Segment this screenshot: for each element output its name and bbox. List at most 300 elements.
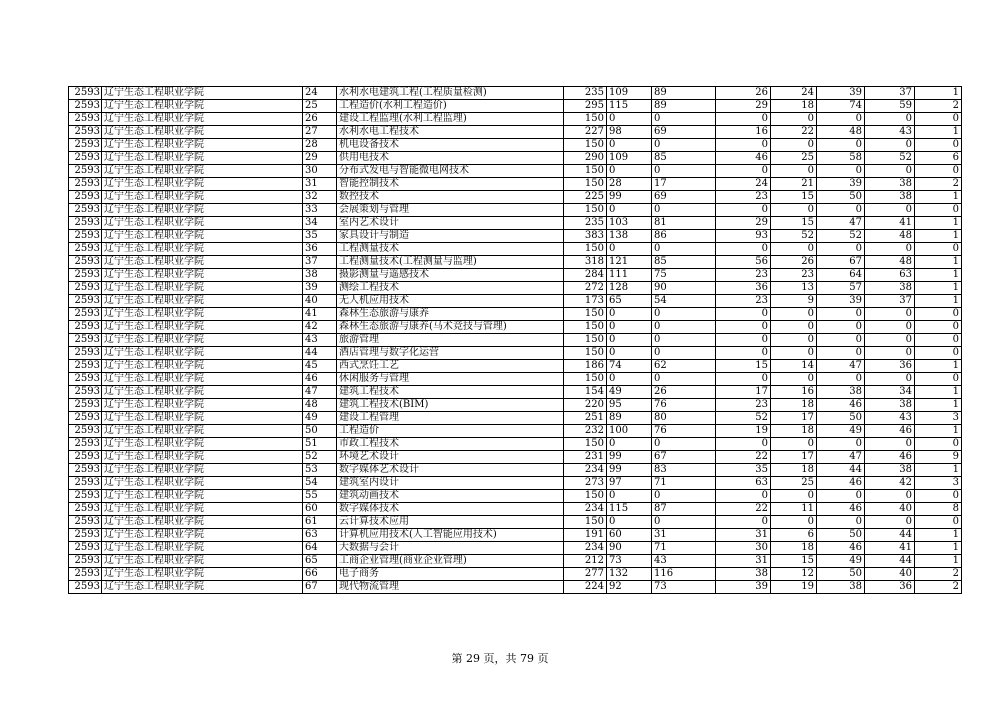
plan-count-cell: 212 <box>564 555 607 568</box>
major-code-cell: 52 <box>303 451 337 464</box>
value-cell: 8 <box>915 503 962 516</box>
value-cell: 0 <box>652 308 716 321</box>
plan-count-cell: 383 <box>564 230 607 243</box>
school-code-cell: 2593 <box>69 295 102 308</box>
school-name-cell: 辽宁生态工程职业学院 <box>102 477 303 490</box>
plan-count-cell: 227 <box>564 126 607 139</box>
school-code-cell: 2593 <box>69 360 102 373</box>
data-table <box>68 86 962 594</box>
major-name-cell: 工程测量技术(工程测量与监理) <box>337 256 564 269</box>
value-cell: 0 <box>915 373 962 386</box>
school-code-cell: 2593 <box>69 217 102 230</box>
value-cell: 0 <box>771 165 817 178</box>
value-cell: 42 <box>865 477 915 490</box>
table-row <box>69 451 962 464</box>
table-row <box>69 191 962 204</box>
value-cell: 0 <box>771 490 817 503</box>
value-cell: 24 <box>716 178 771 191</box>
table-row <box>69 399 962 412</box>
value-cell: 0 <box>607 113 652 126</box>
school-name-cell: 辽宁生态工程职业学院 <box>102 490 303 503</box>
value-cell: 39 <box>817 87 865 100</box>
value-cell: 100 <box>607 425 652 438</box>
school-code-cell: 2593 <box>69 412 102 425</box>
school-name-cell: 辽宁生态工程职业学院 <box>102 269 303 282</box>
value-cell: 1 <box>915 529 962 542</box>
value-cell: 0 <box>817 334 865 347</box>
table-row <box>69 295 962 308</box>
school-name-cell: 辽宁生态工程职业学院 <box>102 412 303 425</box>
major-name-cell: 测绘工程技术 <box>337 282 564 295</box>
school-code-cell: 2593 <box>69 555 102 568</box>
school-code-cell: 2593 <box>69 529 102 542</box>
value-cell: 21 <box>771 178 817 191</box>
table-row <box>69 425 962 438</box>
plan-count-cell: 186 <box>564 360 607 373</box>
value-cell: 47 <box>817 360 865 373</box>
major-name-cell: 水利水电建筑工程(工程质量检测) <box>337 87 564 100</box>
major-name-cell: 西式烹饪工艺 <box>337 360 564 373</box>
major-name-cell: 建设工程管理 <box>337 412 564 425</box>
value-cell: 52 <box>771 230 817 243</box>
table-row <box>69 321 962 334</box>
value-cell: 1 <box>915 399 962 412</box>
major-name-cell: 数字媒体艺术设计 <box>337 464 564 477</box>
plan-count-cell: 318 <box>564 256 607 269</box>
plan-count-cell: 150 <box>564 165 607 178</box>
value-cell: 48 <box>817 126 865 139</box>
plan-count-cell: 150 <box>564 308 607 321</box>
value-cell: 18 <box>771 425 817 438</box>
school-name-cell: 辽宁生态工程职业学院 <box>102 438 303 451</box>
plan-count-cell: 173 <box>564 295 607 308</box>
plan-count-cell: 150 <box>564 139 607 152</box>
table-row <box>69 139 962 152</box>
school-code-cell: 2593 <box>69 347 102 360</box>
school-name-cell: 辽宁生态工程职业学院 <box>102 360 303 373</box>
value-cell: 37 <box>865 295 915 308</box>
value-cell: 0 <box>607 438 652 451</box>
value-cell: 103 <box>607 217 652 230</box>
major-name-cell: 水利水电工程技术 <box>337 126 564 139</box>
value-cell: 48 <box>865 230 915 243</box>
school-name-cell: 辽宁生态工程职业学院 <box>102 100 303 113</box>
value-cell: 0 <box>817 347 865 360</box>
value-cell: 44 <box>865 555 915 568</box>
major-name-cell: 家具设计与制造 <box>337 230 564 243</box>
value-cell: 0 <box>817 204 865 217</box>
value-cell: 76 <box>652 425 716 438</box>
value-cell: 0 <box>817 321 865 334</box>
value-cell: 90 <box>607 542 652 555</box>
school-code-cell: 2593 <box>69 100 102 113</box>
school-name-cell: 辽宁生态工程职业学院 <box>102 516 303 529</box>
value-cell: 0 <box>652 438 716 451</box>
school-name-cell: 辽宁生态工程职业学院 <box>102 295 303 308</box>
major-name-cell: 建筑室内设计 <box>337 477 564 490</box>
school-code-cell: 2593 <box>69 139 102 152</box>
value-cell: 0 <box>817 113 865 126</box>
school-name-cell: 辽宁生态工程职业学院 <box>102 282 303 295</box>
plan-count-cell: 251 <box>564 412 607 425</box>
value-cell: 0 <box>652 204 716 217</box>
value-cell: 0 <box>607 139 652 152</box>
major-code-cell: 38 <box>303 269 337 282</box>
value-cell: 69 <box>652 126 716 139</box>
table-row <box>69 126 962 139</box>
school-name-cell: 辽宁生态工程职业学院 <box>102 581 303 594</box>
major-code-cell: 46 <box>303 373 337 386</box>
school-name-cell: 辽宁生态工程职业学院 <box>102 243 303 256</box>
value-cell: 59 <box>865 100 915 113</box>
value-cell: 38 <box>817 386 865 399</box>
major-name-cell: 会展策划与管理 <box>337 204 564 217</box>
value-cell: 36 <box>865 581 915 594</box>
value-cell: 38 <box>865 191 915 204</box>
value-cell: 71 <box>652 542 716 555</box>
major-name-cell: 工商企业管理(商业企业管理) <box>337 555 564 568</box>
table-row <box>69 113 962 126</box>
value-cell: 0 <box>865 308 915 321</box>
value-cell: 22 <box>716 503 771 516</box>
major-name-cell: 分布式发电与智能微电网技术 <box>337 165 564 178</box>
value-cell: 89 <box>652 87 716 100</box>
value-cell: 1 <box>915 230 962 243</box>
value-cell: 26 <box>771 256 817 269</box>
table-row <box>69 87 962 100</box>
plan-count-cell: 150 <box>564 204 607 217</box>
school-name-cell: 辽宁生态工程职业学院 <box>102 334 303 347</box>
major-code-cell: 37 <box>303 256 337 269</box>
school-code-cell: 2593 <box>69 490 102 503</box>
value-cell: 6 <box>915 152 962 165</box>
major-name-cell: 大数据与会计 <box>337 542 564 555</box>
value-cell: 46 <box>865 451 915 464</box>
value-cell: 81 <box>652 217 716 230</box>
school-code-cell: 2593 <box>69 269 102 282</box>
major-name-cell: 无人机应用技术 <box>337 295 564 308</box>
value-cell: 89 <box>652 100 716 113</box>
plan-count-cell: 235 <box>564 87 607 100</box>
value-cell: 0 <box>817 139 865 152</box>
major-name-cell: 森林生态旅游与康养 <box>337 308 564 321</box>
school-code-cell: 2593 <box>69 230 102 243</box>
value-cell: 17 <box>652 178 716 191</box>
major-code-cell: 61 <box>303 516 337 529</box>
value-cell: 99 <box>607 191 652 204</box>
plan-count-cell: 232 <box>564 425 607 438</box>
major-code-cell: 39 <box>303 282 337 295</box>
table-row <box>69 269 962 282</box>
major-name-cell: 森林生态旅游与康养(马术竞技与管理) <box>337 321 564 334</box>
value-cell: 56 <box>716 256 771 269</box>
value-cell: 2 <box>915 178 962 191</box>
value-cell: 17 <box>771 412 817 425</box>
plan-count-cell: 154 <box>564 386 607 399</box>
value-cell: 115 <box>607 503 652 516</box>
plan-count-cell: 290 <box>564 152 607 165</box>
value-cell: 57 <box>817 282 865 295</box>
value-cell: 92 <box>607 581 652 594</box>
value-cell: 50 <box>817 412 865 425</box>
value-cell: 0 <box>652 516 716 529</box>
value-cell: 19 <box>716 425 771 438</box>
school-name-cell: 辽宁生态工程职业学院 <box>102 256 303 269</box>
school-name-cell: 辽宁生态工程职业学院 <box>102 230 303 243</box>
major-code-cell: 41 <box>303 308 337 321</box>
value-cell: 132 <box>607 568 652 581</box>
value-cell: 49 <box>607 386 652 399</box>
major-code-cell: 40 <box>303 295 337 308</box>
school-name-cell: 辽宁生态工程职业学院 <box>102 139 303 152</box>
value-cell: 28 <box>607 178 652 191</box>
major-name-cell: 摄影测量与遥感技术 <box>337 269 564 282</box>
value-cell: 48 <box>865 256 915 269</box>
school-code-cell: 2593 <box>69 165 102 178</box>
value-cell: 0 <box>607 321 652 334</box>
plan-count-cell: 150 <box>564 516 607 529</box>
plan-count-cell: 150 <box>564 321 607 334</box>
school-name-cell: 辽宁生态工程职业学院 <box>102 152 303 165</box>
major-code-cell: 34 <box>303 217 337 230</box>
school-code-cell: 2593 <box>69 568 102 581</box>
value-cell: 1 <box>915 191 962 204</box>
value-cell: 109 <box>607 152 652 165</box>
value-cell: 0 <box>915 243 962 256</box>
value-cell: 41 <box>865 217 915 230</box>
value-cell: 44 <box>817 464 865 477</box>
value-cell: 47 <box>817 217 865 230</box>
major-code-cell: 55 <box>303 490 337 503</box>
value-cell: 3 <box>915 477 962 490</box>
school-name-cell: 辽宁生态工程职业学院 <box>102 425 303 438</box>
value-cell: 31 <box>716 555 771 568</box>
major-name-cell: 建筑动画技术 <box>337 490 564 503</box>
page-footer: 第 29 页，共 79 页 <box>451 652 549 665</box>
value-cell: 62 <box>652 360 716 373</box>
value-cell: 97 <box>607 477 652 490</box>
value-cell: 40 <box>865 568 915 581</box>
value-cell: 0 <box>652 490 716 503</box>
value-cell: 52 <box>865 152 915 165</box>
plan-count-cell: 235 <box>564 217 607 230</box>
table-row <box>69 516 962 529</box>
value-cell: 111 <box>607 269 652 282</box>
value-cell: 46 <box>817 399 865 412</box>
value-cell: 38 <box>865 464 915 477</box>
value-cell: 74 <box>817 100 865 113</box>
major-code-cell: 30 <box>303 165 337 178</box>
value-cell: 71 <box>652 477 716 490</box>
value-cell: 76 <box>652 399 716 412</box>
major-code-cell: 33 <box>303 204 337 217</box>
value-cell: 26 <box>652 386 716 399</box>
value-cell: 29 <box>716 100 771 113</box>
value-cell: 1 <box>915 360 962 373</box>
school-name-cell: 辽宁生态工程职业学院 <box>102 204 303 217</box>
major-name-cell: 室内艺术设计 <box>337 217 564 230</box>
table-row <box>69 165 962 178</box>
table-row <box>69 464 962 477</box>
value-cell: 0 <box>607 308 652 321</box>
school-code-cell: 2593 <box>69 386 102 399</box>
value-cell: 109 <box>607 87 652 100</box>
value-cell: 95 <box>607 399 652 412</box>
school-code-cell: 2593 <box>69 243 102 256</box>
value-cell: 0 <box>915 347 962 360</box>
major-name-cell: 建设工程监理(水利工程监理) <box>337 113 564 126</box>
value-cell: 0 <box>865 373 915 386</box>
school-code-cell: 2593 <box>69 321 102 334</box>
plan-count-cell: 220 <box>564 399 607 412</box>
value-cell: 58 <box>817 152 865 165</box>
school-name-cell: 辽宁生态工程职业学院 <box>102 373 303 386</box>
school-code-cell: 2593 <box>69 152 102 165</box>
value-cell: 1 <box>915 126 962 139</box>
value-cell: 41 <box>865 542 915 555</box>
value-cell: 0 <box>652 373 716 386</box>
school-name-cell: 辽宁生态工程职业学院 <box>102 165 303 178</box>
major-code-cell: 28 <box>303 139 337 152</box>
value-cell: 1 <box>915 464 962 477</box>
major-code-cell: 44 <box>303 347 337 360</box>
major-code-cell: 63 <box>303 529 337 542</box>
value-cell: 0 <box>716 516 771 529</box>
value-cell: 0 <box>716 243 771 256</box>
plan-count-cell: 234 <box>564 464 607 477</box>
value-cell: 18 <box>771 464 817 477</box>
table-row <box>69 152 962 165</box>
value-cell: 2 <box>915 581 962 594</box>
major-name-cell: 工程造价(水利工程造价) <box>337 100 564 113</box>
plan-count-cell: 150 <box>564 243 607 256</box>
major-code-cell: 64 <box>303 542 337 555</box>
value-cell: 22 <box>716 451 771 464</box>
value-cell: 115 <box>607 100 652 113</box>
plan-count-cell: 150 <box>564 334 607 347</box>
value-cell: 0 <box>865 139 915 152</box>
value-cell: 0 <box>652 334 716 347</box>
school-code-cell: 2593 <box>69 503 102 516</box>
value-cell: 83 <box>652 464 716 477</box>
school-name-cell: 辽宁生态工程职业学院 <box>102 217 303 230</box>
major-code-cell: 26 <box>303 113 337 126</box>
value-cell: 31 <box>652 529 716 542</box>
value-cell: 43 <box>652 555 716 568</box>
table-row <box>69 386 962 399</box>
value-cell: 46 <box>865 425 915 438</box>
value-cell: 0 <box>915 308 962 321</box>
major-name-cell: 旅游管理 <box>337 334 564 347</box>
value-cell: 23 <box>716 399 771 412</box>
value-cell: 0 <box>865 321 915 334</box>
table-row <box>69 334 962 347</box>
value-cell: 64 <box>817 269 865 282</box>
value-cell: 38 <box>865 399 915 412</box>
school-name-cell: 辽宁生态工程职业学院 <box>102 399 303 412</box>
value-cell: 89 <box>607 412 652 425</box>
value-cell: 6 <box>771 529 817 542</box>
value-cell: 67 <box>817 256 865 269</box>
plan-count-cell: 225 <box>564 191 607 204</box>
major-name-cell: 供用电技术 <box>337 152 564 165</box>
value-cell: 38 <box>865 282 915 295</box>
major-code-cell: 67 <box>303 581 337 594</box>
value-cell: 80 <box>652 412 716 425</box>
plan-count-cell: 272 <box>564 282 607 295</box>
value-cell: 0 <box>716 373 771 386</box>
value-cell: 93 <box>716 230 771 243</box>
value-cell: 50 <box>817 529 865 542</box>
major-name-cell: 休闲服务与管理 <box>337 373 564 386</box>
value-cell: 46 <box>817 477 865 490</box>
plan-count-cell: 150 <box>564 490 607 503</box>
value-cell: 16 <box>771 386 817 399</box>
plan-count-cell: 150 <box>564 438 607 451</box>
major-code-cell: 31 <box>303 178 337 191</box>
value-cell: 0 <box>915 516 962 529</box>
value-cell: 0 <box>915 438 962 451</box>
plan-count-cell: 277 <box>564 568 607 581</box>
value-cell: 52 <box>716 412 771 425</box>
value-cell: 0 <box>716 490 771 503</box>
table-row <box>69 555 962 568</box>
school-code-cell: 2593 <box>69 516 102 529</box>
major-code-cell: 42 <box>303 321 337 334</box>
major-code-cell: 27 <box>303 126 337 139</box>
plan-count-cell: 234 <box>564 503 607 516</box>
school-name-cell: 辽宁生态工程职业学院 <box>102 451 303 464</box>
school-code-cell: 2593 <box>69 191 102 204</box>
major-code-cell: 65 <box>303 555 337 568</box>
value-cell: 23 <box>716 269 771 282</box>
value-cell: 18 <box>771 100 817 113</box>
value-cell: 29 <box>716 217 771 230</box>
value-cell: 9 <box>915 451 962 464</box>
value-cell: 128 <box>607 282 652 295</box>
value-cell: 39 <box>817 178 865 191</box>
table-row <box>69 477 962 490</box>
value-cell: 0 <box>607 165 652 178</box>
table-row <box>69 412 962 425</box>
plan-count-cell: 150 <box>564 347 607 360</box>
value-cell: 39 <box>716 581 771 594</box>
value-cell: 0 <box>716 204 771 217</box>
value-cell: 38 <box>716 568 771 581</box>
value-cell: 15 <box>771 555 817 568</box>
value-cell: 0 <box>865 165 915 178</box>
value-cell: 2 <box>915 568 962 581</box>
major-name-cell: 云计算技术应用 <box>337 516 564 529</box>
school-code-cell: 2593 <box>69 282 102 295</box>
value-cell: 34 <box>865 386 915 399</box>
value-cell: 26 <box>716 87 771 100</box>
table-row <box>69 581 962 594</box>
table-row <box>69 373 962 386</box>
major-name-cell: 电子商务 <box>337 568 564 581</box>
major-name-cell: 机电设备技术 <box>337 139 564 152</box>
major-code-cell: 49 <box>303 412 337 425</box>
value-cell: 99 <box>607 464 652 477</box>
plan-count-cell: 191 <box>564 529 607 542</box>
value-cell: 49 <box>817 555 865 568</box>
major-code-cell: 32 <box>303 191 337 204</box>
value-cell: 1 <box>915 87 962 100</box>
value-cell: 0 <box>865 334 915 347</box>
school-code-cell: 2593 <box>69 451 102 464</box>
value-cell: 0 <box>716 321 771 334</box>
major-code-cell: 47 <box>303 386 337 399</box>
